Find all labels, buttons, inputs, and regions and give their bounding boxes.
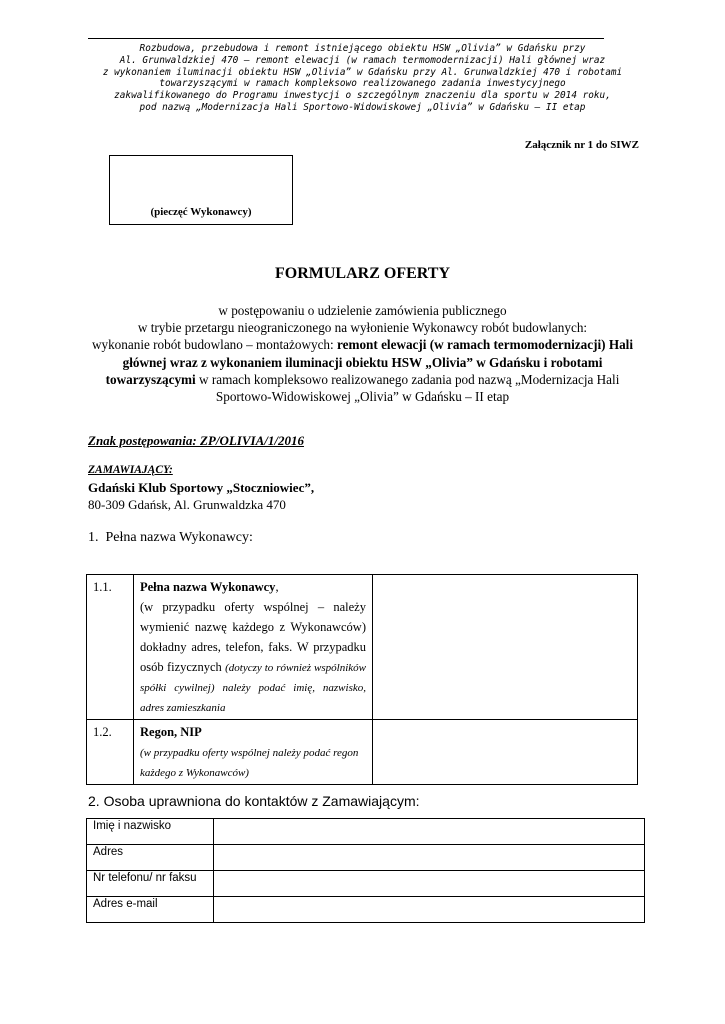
contracting-authority-name: Gdański Klub Sportowy „Stoczniowiec”, <box>88 480 315 495</box>
header-line: Rozbudowa, przebudowa i remont istniejącego obiektu HSW „Olivia” w Gdańsku przy <box>139 43 586 54</box>
stamp-label: (pieczęć Wykonawcy) <box>150 206 252 218</box>
full-name-field[interactable] <box>214 819 645 845</box>
intro-line <box>85 354 640 371</box>
row-title: Pełna nazwa Wykonawcy <box>140 580 276 594</box>
section1-number: 1. <box>88 530 99 545</box>
contracting-authority-label: ZAMAWIAJĄCY: <box>88 464 173 476</box>
contracting-authority-address: 80-309 Gdańsk, Al. Grunwaldzka 470 <box>88 497 286 512</box>
intro-bold: remont elewacji (w ramach termomodernizacji) Hali <box>337 337 634 353</box>
form-intro <box>85 302 640 405</box>
row-title: Regon, NIP <box>140 725 202 739</box>
email-field[interactable] <box>214 897 645 923</box>
attachment-label: Załącznik nr 1 do SIWZ <box>524 139 639 151</box>
intro-line <box>85 371 640 388</box>
field-label: Imię i nazwisko <box>87 819 214 845</box>
header-line: towarzyszącymi w ramach kompleksowo realizowanego zadania inwestycyjnego <box>159 78 566 90</box>
header-line: pod nazwą „Modernizacja Hali Sportowo-Widowiskowej „Olivia” w Gdańsku – II etap <box>139 101 586 113</box>
procedure-reference: Znak postępowania: ZP/OLIVIA/1/2016 <box>88 433 304 448</box>
table-row <box>87 819 645 845</box>
form-title: FORMULARZ OFERTY <box>275 265 450 282</box>
intro-line: w trybie przetargu nieograniczonego na wyłonienie Wykonawcy robót budowlanych: <box>137 320 588 336</box>
document-header <box>70 43 655 114</box>
field-label: Adres e-mail <box>87 897 214 923</box>
table-row <box>87 845 645 871</box>
row-description <box>134 720 373 785</box>
intro-line <box>85 336 640 353</box>
address-field[interactable] <box>214 845 645 871</box>
row-number: 1.2. <box>87 720 134 785</box>
field-label: Nr telefonu/ nr faksu <box>87 871 214 897</box>
row-text: , <box>275 580 279 594</box>
section1-heading <box>88 530 253 546</box>
contractor-name-field[interactable] <box>373 575 638 720</box>
row-text: (w przypadku oferty wspólnej – należy wymienić nazwę każdego z Wykonawców) dokładny adres, telefon, faks. W przypadku osób fizycznych <box>140 600 366 674</box>
row-number: 1.1. <box>87 575 134 720</box>
section2-heading: 2. Osoba uprawniona do kontaktów z Zamawiającym: <box>88 793 420 809</box>
table-row <box>87 897 645 923</box>
intro-bold: towarzyszącymi <box>105 371 196 387</box>
table-row <box>87 720 638 785</box>
intro-text: wykonanie robót budowlano – montażowych: <box>91 337 337 353</box>
contractor-table <box>86 574 638 785</box>
contact-person-table <box>86 818 645 923</box>
intro-line: Sportowo-Widowiskowej „Olivia” w Gdańsku – II etap <box>215 389 510 405</box>
header-line: Al. Grunwaldzkiej 470 – remont elewacji (w ramach termomodernizacji) Hali głównej wraz <box>119 54 606 66</box>
table-row <box>87 871 645 897</box>
row-note: (dotyczy to również wspólników spółki cywilnej) należy podać imię, nazwisko, adres zamieszkania <box>140 662 366 714</box>
row-description <box>134 575 373 720</box>
phone-fax-field[interactable] <box>214 871 645 897</box>
header-line: z wykonaniem iluminacji obiektu HSW „Olivia” w Gdańsku przy Al. Grunwaldzkiej 470 i robotami <box>102 66 623 78</box>
table-row <box>87 575 638 720</box>
header-rule <box>88 38 604 39</box>
intro-line: w postępowaniu o udzielenie zamówienia publicznego <box>218 303 507 318</box>
intro-bold: głównej wraz z wykonaniem iluminacji obiektu HSW „Olivia” w Gdańsku i robotami <box>122 354 603 370</box>
regon-nip-field[interactable] <box>373 720 638 785</box>
row-note: (w przypadku oferty wspólnej należy podać regon każdego z Wykonawców) <box>140 747 359 779</box>
contractor-stamp-box <box>109 155 293 225</box>
header-line: zakwalifikowanego do Programu inwestycji o szczególnym znaczeniu dla sportu w 2014 roku, <box>114 90 611 102</box>
section1-title: Pełna nazwa Wykonawcy: <box>105 530 253 545</box>
intro-text: w ramach kompleksowo realizowanego zadania pod nazwą „Modernizacja Hali <box>195 371 620 387</box>
field-label: Adres <box>87 845 214 871</box>
